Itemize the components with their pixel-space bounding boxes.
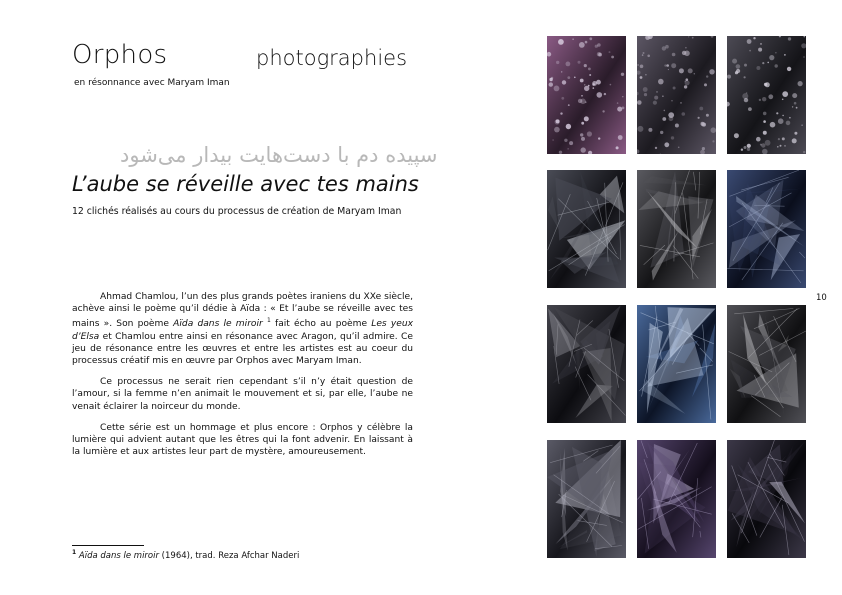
photo-04: [547, 170, 626, 288]
photo-11: [637, 440, 716, 558]
page-title: L’aube se réveille avec tes mains: [72, 172, 419, 196]
subtitle: 12 clichés réalisés au cours du processus de création de Maryam Iman: [72, 206, 402, 217]
footnote-work: Aïda dans le miroir: [78, 550, 159, 561]
photo-07: [547, 305, 626, 423]
paragraph-2: Ce processus ne serait rien cependant s’il n’y était question de l’amour, si la femme n’en animait le mouvement et si, par elle, l’aube ne venait éclairer la noirceur du monde.: [72, 377, 413, 412]
persian-title: سپیده دم با دست‌هایت بیدار می‌شود: [120, 143, 438, 167]
photo-10: [547, 440, 626, 558]
paragraph-1: [72, 291, 413, 367]
footnote-rest: (1964), trad. Reza Afchar Naderi: [158, 550, 300, 561]
photo-06: [727, 170, 806, 288]
brand-name: Orphos: [72, 40, 168, 70]
body-text: [72, 291, 413, 467]
paragraph-3: Cette série est un hommage et plus encore : Orphos y célèbre la lumière qui advient autant que les êtres qui la font advenir. En laissant à la lumière et aux artistes leur part de mystère, amoureusement.: [72, 422, 413, 458]
collaboration-line: en résonnance avec Maryam Iman: [74, 78, 230, 88]
footnote-rule: [72, 545, 144, 546]
photo-02: [637, 36, 716, 154]
p1-text-c: et Chamlou entre ainsi en résonance avec Aragon, qu’il admire. Ce jeu de résonance entre les œuvres et entre les artistes est au coeur du processus créatif mis en œuvre par Orphos avec Maryam Iman.: [72, 331, 413, 367]
photo-05: [637, 170, 716, 288]
photo-09: [727, 305, 806, 423]
footnote-number: 1: [72, 549, 77, 556]
p1-text-b: fait écho au poème: [270, 319, 372, 330]
footnote: [72, 549, 299, 561]
photo-08: [637, 305, 716, 423]
photo-03: [727, 36, 806, 154]
photo-12: [727, 440, 806, 558]
page-number: 10: [816, 293, 827, 303]
p1-work-elsa: Les yeux d’Elsa: [72, 319, 413, 342]
photo-01: [547, 36, 626, 154]
section-kind: photographies: [256, 46, 408, 70]
p1-text-a: Ahmad Chamlou, l’un des plus grands poètes iraniens du XXe siècle, achève ainsi le poème qu’il dédie à Aïda : « Et l’aube se réveille avec tes mains ». Son poème: [72, 292, 413, 330]
p1-work-title: Aïda dans le miroir: [173, 319, 263, 330]
footnote-ref: 1: [266, 317, 271, 325]
